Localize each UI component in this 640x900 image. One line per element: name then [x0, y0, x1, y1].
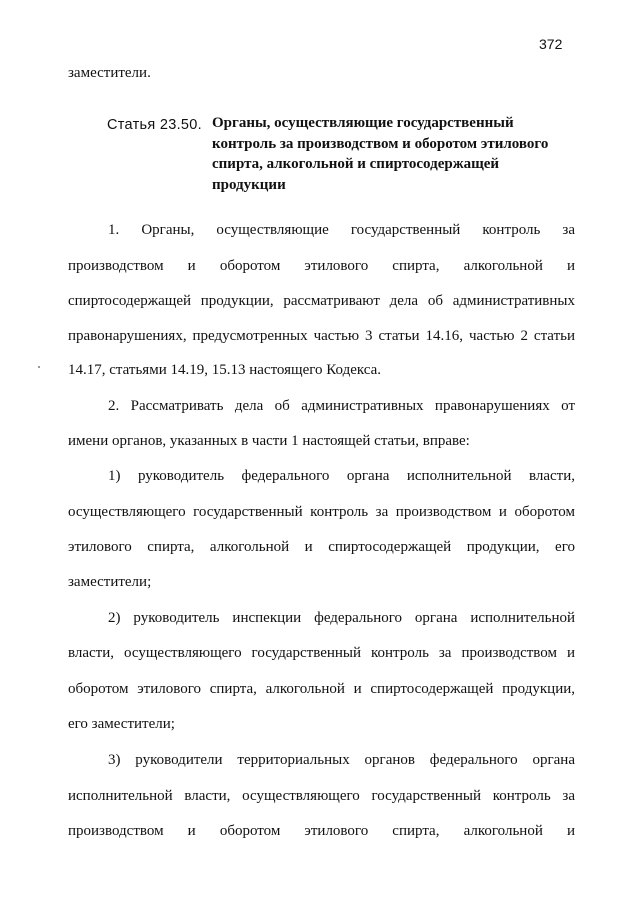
- text-line: заместители;: [68, 574, 152, 590]
- article-number: Статья 23.50.: [107, 117, 202, 133]
- text-line: 1) руководитель федерального органа исполнительной власти,: [108, 468, 575, 484]
- article-title-line: Органы, осуществляющие государственный: [212, 115, 514, 131]
- text-line: осуществляющего государственный контроль за производством и оборотом: [68, 504, 575, 520]
- page-number: 372: [539, 36, 563, 52]
- text-line: имени органов, указанных в части 1 настоящей статьи, вправе:: [68, 433, 470, 449]
- text-line: 2) руководитель инспекции федерального органа исполнительной: [108, 610, 575, 626]
- text-line: исполнительной власти, осуществляющего государственный контроль за: [68, 788, 575, 804]
- text-line: заместители.: [68, 65, 151, 81]
- text-line: производством и оборотом этилового спирта, алкогольной и: [68, 258, 575, 274]
- text-line: производством и оборотом этилового спирта, алкогольной и: [68, 823, 575, 839]
- text-line: его заместители;: [68, 716, 175, 732]
- article-title-line: спирта, алкогольной и спиртосодержащей: [212, 156, 500, 172]
- text-line: власти, осуществляющего государственный контроль за производством и: [68, 645, 575, 661]
- text-line: 14.17, статьями 14.19, 15.13 настоящего Кодекса.: [68, 362, 382, 378]
- text-line: этилового спирта, алкогольной и спиртосодержащей продукции, его: [68, 539, 575, 555]
- text-line: 1. Органы, осуществляющие государственный контроль за: [108, 222, 575, 238]
- scan-speck: [38, 366, 40, 368]
- text-line: спиртосодержащей продукции, рассматривают дела об административных: [68, 293, 575, 309]
- text-line: 3) руководители территориальных органов федерального органа: [108, 752, 575, 768]
- article-title-line: контроль за производством и оборотом этилового: [212, 135, 549, 152]
- text-line: оборотом этилового спирта, алкогольной и спиртосодержащей продукции,: [68, 681, 575, 697]
- text-line: правонарушениях, предусмотренных частью 3 статьи 14.16, частью 2 статьи: [68, 328, 575, 344]
- text-line: 2. Рассматривать дела об административных правонарушениях от: [108, 398, 575, 414]
- article-title: [212, 113, 549, 195]
- article-title-line: продукции: [212, 176, 286, 193]
